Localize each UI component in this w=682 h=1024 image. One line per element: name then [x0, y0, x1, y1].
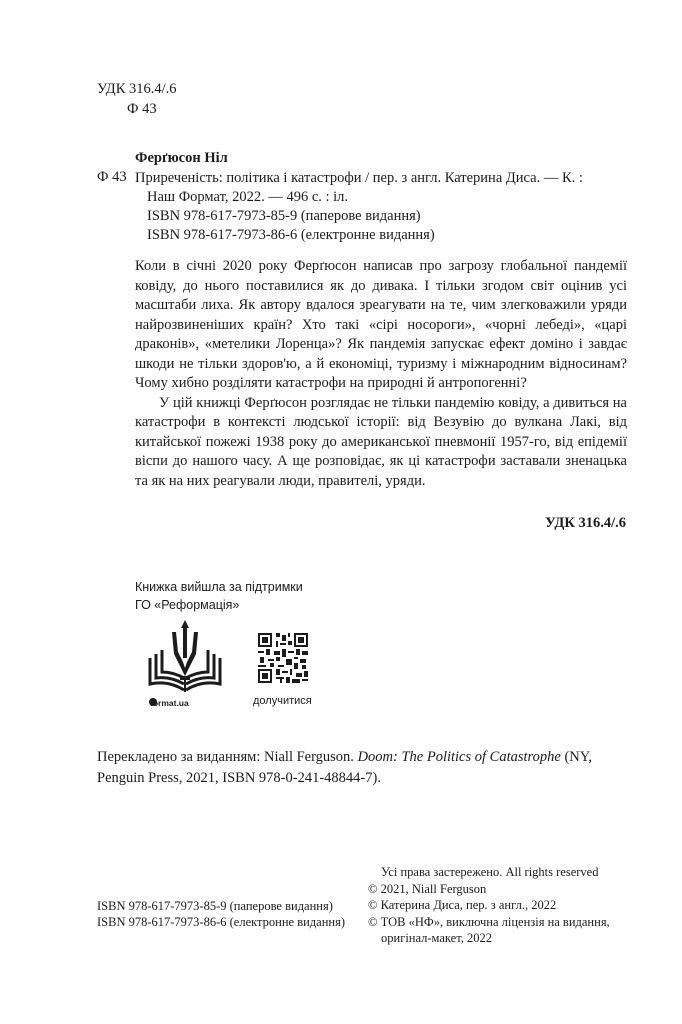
udk-block: [97, 79, 177, 119]
bib-publisher-line: Наш Формат, 2022. — 496 с. : іл.: [147, 189, 349, 205]
translated-suffix: (NY, Penguin Press, 2021, ISBN 978-0-241-48844-7).: [97, 749, 592, 786]
support-line-2: ГО «Реформація»: [135, 598, 240, 612]
publisher-trident-logo-icon: [140, 618, 230, 710]
support-line-1: Книжка вийшла за підтримки: [135, 580, 303, 594]
translated-prefix: Перекладено за виданням: Niall Ferguson.: [97, 749, 358, 765]
author-index: Ф 43: [97, 169, 127, 185]
udk-code: УДК 316.4/.6: [97, 81, 177, 97]
bib-isbn-electronic: ISBN 978-617-7973-86-6 (електронне видання): [147, 227, 435, 243]
original-title: Doom: The Politics of Catastrophe: [357, 749, 561, 765]
support-note: [135, 578, 303, 614]
bottom-isbn-block: [97, 898, 345, 930]
translated-from: [97, 747, 637, 789]
qr-code-icon[interactable]: [258, 633, 308, 683]
copyright-block: [368, 864, 610, 947]
copyright-author: © 2021, Niall Ferguson: [368, 881, 487, 896]
copyright-translator: © Катерина Диса, пер. з англ., 2022: [368, 898, 557, 912]
annotation-paragraph-1: Коли в січні 2020 року Ферґюсон написав про загрозу глобальної пандемії ковіду, до нього поставилися як до дивака. І тільки згодом світ оцінив усі масштаби лиха. Як автору вдалося зреагувати на те, чим злегковажили уряди найрозвиненіших країн? Хто такі «сірі носороги», «чорні лебеді», «царі драконів», «метелики Лоренца»? Як пандемія запускає ефект доміно і завдає шкоди не тільки здоров'ю, а й економіці, туризму і міжнародним відносинам? Чому хибно розділяти катастрофи на природні й антропогенні?: [135, 258, 627, 391]
publisher-site-label: format.ua: [150, 698, 189, 708]
copyright-layout: оригінал-макет, 2022: [381, 931, 492, 945]
copyright-publisher: © ТОВ «НФ», виключна ліцензія на видання,: [368, 914, 610, 929]
rights-reserved: Усі права застережено. All rights reserved: [381, 865, 599, 879]
bottom-isbn-paper: ISBN 978-617-7973-85-9 (паперове видання): [97, 899, 333, 913]
bib-isbn-paper: ISBN 978-617-7973-85-9 (паперове видання): [147, 208, 421, 224]
bottom-isbn-electronic: ISBN 978-617-7973-86-6 (електронне видання): [97, 915, 345, 929]
udk-right: УДК 316.4/.6: [545, 515, 626, 531]
bib-title-line: Приреченість: політика і катастрофи / пер. з англ. Катерина Диса. — К. :: [135, 170, 583, 186]
annotation: [135, 257, 627, 491]
qr-join-label[interactable]: долучитися: [253, 695, 312, 707]
bbk-code: Ф 43: [127, 101, 157, 117]
annotation-paragraph-2: У цій книжці Ферґюсон розглядає не тільки пандемію ковіду, а дивиться на катастрофи в контексті людської історії: від Везувію до вулкана Лакі, від китайської пожежі 1938 року до американської пневмонії 1957-го, від епідемії віспи до нашого часу. А ще розповідає, як ці катастрофи заставали зненацька та як на них реагували люди, правителі, уряди.: [135, 394, 627, 489]
author-name: Ферґюсон Ніл: [135, 150, 228, 166]
bibliographic-description: [135, 169, 625, 245]
